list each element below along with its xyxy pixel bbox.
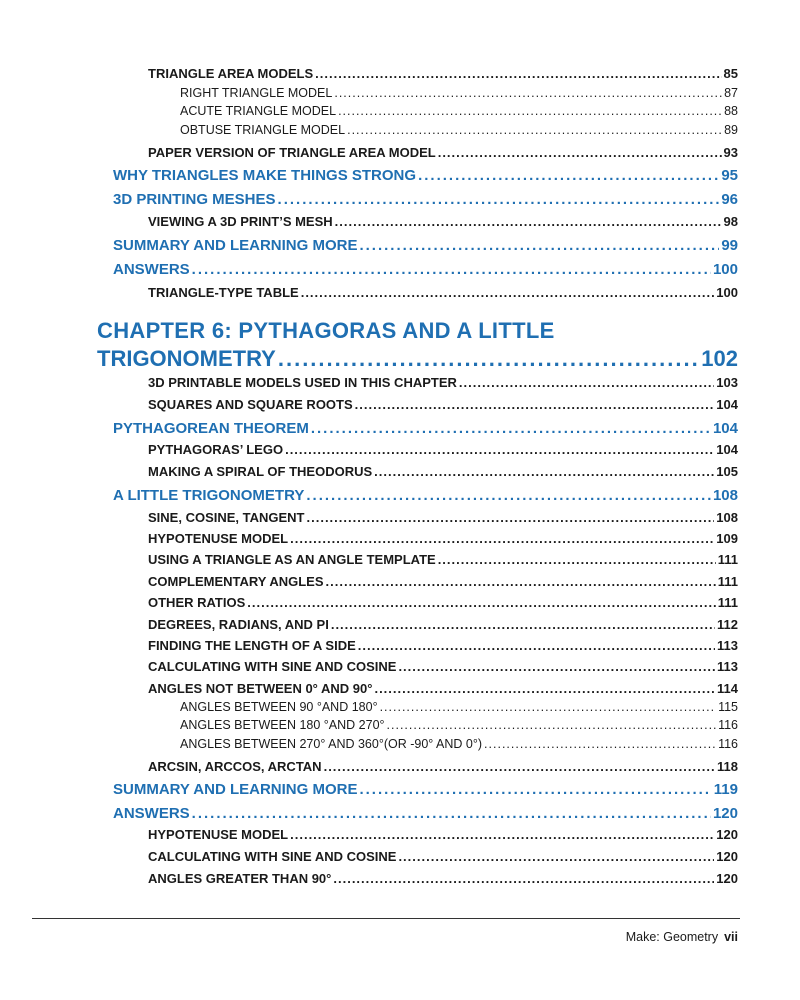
- toc-entry-page: 114: [717, 681, 738, 696]
- toc-entry[interactable]: [180, 86, 738, 106]
- chapter-title-line2: TRIGONOMETRY: [97, 346, 276, 371]
- dot-leader: [192, 805, 711, 822]
- page-footer: [626, 930, 738, 944]
- toc-entry[interactable]: [113, 420, 738, 442]
- toc-entry[interactable]: [113, 805, 738, 827]
- dot-leader: [331, 617, 715, 632]
- toc-entry-title: HYPOTENUSE MODEL: [148, 827, 289, 842]
- dot-leader: [418, 167, 719, 184]
- dot-leader: [338, 104, 722, 118]
- toc-entry-title: SINE, COSINE, TANGENT: [148, 510, 305, 525]
- toc-entry-title: OTHER RATIOS: [148, 595, 246, 610]
- dot-leader: [192, 261, 711, 278]
- toc-entry-title: ANGLES BETWEEN 270° AND 360°(OR -90° AND 0°): [180, 737, 483, 751]
- dot-leader: [359, 781, 711, 798]
- dot-leader: [359, 237, 719, 254]
- toc-entry[interactable]: [113, 487, 738, 509]
- footer-book-title: Make: Geometry: [625, 930, 719, 944]
- toc-entry[interactable]: [148, 638, 738, 658]
- toc-entry-title: COMPLEMENTARY ANGLES: [148, 574, 324, 589]
- toc-entry[interactable]: [148, 66, 738, 86]
- toc-entry-page: 100: [716, 285, 738, 300]
- toc-entry-title: RIGHT TRIANGLE MODEL: [180, 86, 333, 100]
- dot-leader: [387, 718, 717, 732]
- toc-entry-title: PYTHAGORAS’ LEGO: [148, 442, 284, 457]
- toc-entry[interactable]: [148, 681, 738, 701]
- toc-entry[interactable]: [148, 871, 738, 891]
- toc-entry-title: ANGLES BETWEEN 180 °AND 270°: [180, 718, 385, 732]
- dot-leader: [374, 464, 714, 479]
- toc-entry-page: 113: [717, 659, 738, 674]
- dot-leader: [355, 397, 715, 412]
- dot-leader: [398, 849, 714, 864]
- toc-entry-title: A LITTLE TRIGONOMETRY: [113, 487, 305, 504]
- toc-entry-title: HYPOTENUSE MODEL: [148, 531, 289, 546]
- chapter-title-entry[interactable]: [97, 346, 738, 376]
- toc-entry[interactable]: [148, 595, 738, 615]
- dot-leader: [347, 123, 722, 137]
- toc-entry[interactable]: [148, 285, 738, 305]
- toc-entry[interactable]: [113, 261, 738, 283]
- toc-entry-page: 120: [716, 871, 738, 886]
- toc-entry-page: 111: [717, 574, 738, 589]
- toc-entry-page: 108: [716, 510, 738, 525]
- dot-leader: [358, 638, 715, 653]
- toc-entry-page: 88: [724, 104, 738, 118]
- toc-entry[interactable]: [113, 167, 738, 189]
- toc-entry-title: PYTHAGOREAN THEOREM: [113, 420, 309, 437]
- toc-entry-page: 116: [718, 718, 738, 732]
- toc-entry-title: PAPER VERSION OF TRIANGLE AREA MODEL: [148, 145, 436, 160]
- toc-entry-page: 99: [721, 237, 738, 254]
- chapter-page-number: 102: [701, 346, 738, 371]
- dot-leader: [247, 595, 715, 610]
- toc-entry[interactable]: [113, 191, 738, 213]
- dot-leader: [306, 487, 711, 504]
- toc-entry[interactable]: [180, 123, 738, 143]
- toc-entry-page: 100: [712, 261, 738, 278]
- toc-entry[interactable]: [148, 531, 738, 551]
- toc-entry[interactable]: [148, 375, 738, 395]
- toc-entry[interactable]: [148, 617, 738, 637]
- toc-entry[interactable]: [148, 214, 738, 234]
- toc-entry-page: 120: [716, 849, 738, 864]
- toc-entry-title: ANGLES BETWEEN 90 °AND 180°: [180, 700, 378, 714]
- toc-entry-page: 104: [712, 420, 738, 437]
- toc-entry-page: 85: [723, 66, 738, 81]
- dot-leader: [380, 700, 716, 714]
- dot-leader: [438, 552, 716, 567]
- toc-entry-title: ANSWERS: [113, 261, 190, 278]
- toc-entry-title: CALCULATING WITH SINE AND COSINE: [148, 849, 397, 864]
- toc-entry-page: 118: [717, 759, 738, 774]
- toc-entry[interactable]: [113, 237, 738, 259]
- dot-leader: [326, 574, 716, 589]
- toc-entry[interactable]: [180, 700, 738, 720]
- toc-entry-title: CALCULATING WITH SINE AND COSINE: [148, 659, 397, 674]
- toc-entry[interactable]: [148, 442, 738, 462]
- dot-leader: [290, 827, 714, 842]
- toc-entry-title: SUMMARY AND LEARNING MORE: [113, 781, 358, 798]
- toc-entry-page: 112: [717, 617, 738, 632]
- toc-entry-page: 98: [723, 214, 738, 229]
- toc-entry-page: 109: [716, 531, 738, 546]
- toc-entry[interactable]: [148, 145, 738, 165]
- dot-leader: [278, 346, 699, 372]
- toc-entry-title: USING A TRIANGLE AS AN ANGLE TEMPLATE: [148, 552, 436, 567]
- toc-entry[interactable]: [148, 574, 738, 594]
- toc-entry-page: 115: [718, 700, 738, 714]
- toc-entry-page: 111: [717, 552, 738, 567]
- dot-leader: [398, 659, 715, 674]
- toc-entry-page: 108: [712, 487, 738, 504]
- dot-leader: [333, 871, 714, 886]
- toc-entry[interactable]: [180, 718, 738, 738]
- dot-leader: [459, 375, 714, 390]
- dot-leader: [311, 420, 711, 437]
- toc-entry-title: WHY TRIANGLES MAKE THINGS STRONG: [113, 167, 417, 184]
- toc-entry[interactable]: [148, 552, 738, 572]
- dot-leader: [307, 510, 715, 525]
- toc-entry-title: MAKING A SPIRAL OF THEODORUS: [148, 464, 373, 479]
- toc-entry[interactable]: [148, 397, 738, 417]
- dot-leader: [484, 737, 716, 751]
- footer-divider: [32, 918, 740, 919]
- dot-leader: [290, 531, 714, 546]
- toc-entry-title: ANGLES NOT BETWEEN 0° AND 90°: [148, 681, 373, 696]
- dot-leader: [374, 681, 715, 696]
- dot-leader: [324, 759, 715, 774]
- toc-entry-page: 116: [718, 737, 738, 751]
- toc-entry[interactable]: [148, 827, 738, 847]
- toc-entry[interactable]: [148, 510, 738, 530]
- toc-entry-title: ANGLES GREATER THAN 90°: [148, 871, 332, 886]
- toc-entry-title: TRIANGLE AREA MODELS: [148, 66, 314, 81]
- toc-entry-title: ANSWERS: [113, 805, 190, 822]
- toc-entry-title: OBTUSE TRIANGLE MODEL: [180, 123, 346, 137]
- toc-entry-page: 104: [716, 397, 738, 412]
- dot-leader: [285, 442, 714, 457]
- toc-entry-page: 95: [721, 167, 738, 184]
- toc-entry-page: 119: [713, 781, 738, 798]
- toc-entry-page: 120: [716, 827, 738, 842]
- toc-entry-page: 113: [717, 638, 738, 653]
- dot-leader: [301, 285, 715, 300]
- dot-leader: [315, 66, 721, 81]
- toc-entry-title: ACUTE TRIANGLE MODEL: [180, 104, 337, 118]
- toc-entry[interactable]: [148, 464, 738, 484]
- chapter-title-line1: CHAPTER 6: PYTHAGORAS AND A LITTLE: [97, 318, 555, 343]
- dot-leader: [335, 214, 722, 229]
- toc-entry[interactable]: [180, 104, 738, 124]
- toc-entry-page: 89: [724, 123, 738, 137]
- toc-entry-page: 104: [716, 442, 738, 457]
- toc-entry-page: 120: [712, 805, 738, 822]
- toc-entry-page: 93: [723, 145, 738, 160]
- dot-leader: [334, 86, 722, 100]
- toc-entry-title: SUMMARY AND LEARNING MORE: [113, 237, 358, 254]
- footer-page-number: vii: [724, 930, 738, 944]
- toc-entry[interactable]: [113, 781, 738, 803]
- toc-entry-title: DEGREES, RADIANS, AND PI: [148, 617, 329, 632]
- toc-entry-title: TRIANGLE-TYPE TABLE: [148, 285, 299, 300]
- toc-entry-page: 87: [724, 86, 738, 100]
- toc-entry-title: FINDING THE LENGTH OF A SIDE: [148, 638, 356, 653]
- dot-leader: [438, 145, 722, 160]
- toc-entry-title: ARCSIN, ARCCOS, ARCTAN: [148, 759, 322, 774]
- toc-entry[interactable]: [180, 737, 738, 757]
- toc-entry-title: 3D PRINTING MESHES: [113, 191, 276, 208]
- toc-entry-page: 111: [717, 595, 738, 610]
- toc-entry-title: 3D PRINTABLE MODELS USED IN THIS CHAPTER: [148, 375, 457, 390]
- toc-entry-title: VIEWING A 3D PRINT’S MESH: [148, 214, 333, 229]
- toc-entry-title: SQUARES AND SQUARE ROOTS: [148, 397, 353, 412]
- toc-entry[interactable]: [148, 659, 738, 679]
- toc-entry[interactable]: [148, 849, 738, 869]
- toc-entry[interactable]: [148, 759, 738, 779]
- toc-entry-page: 96: [721, 191, 738, 208]
- toc-entry-page: 103: [716, 375, 738, 390]
- dot-leader: [278, 191, 720, 208]
- toc-entry-page: 105: [716, 464, 738, 479]
